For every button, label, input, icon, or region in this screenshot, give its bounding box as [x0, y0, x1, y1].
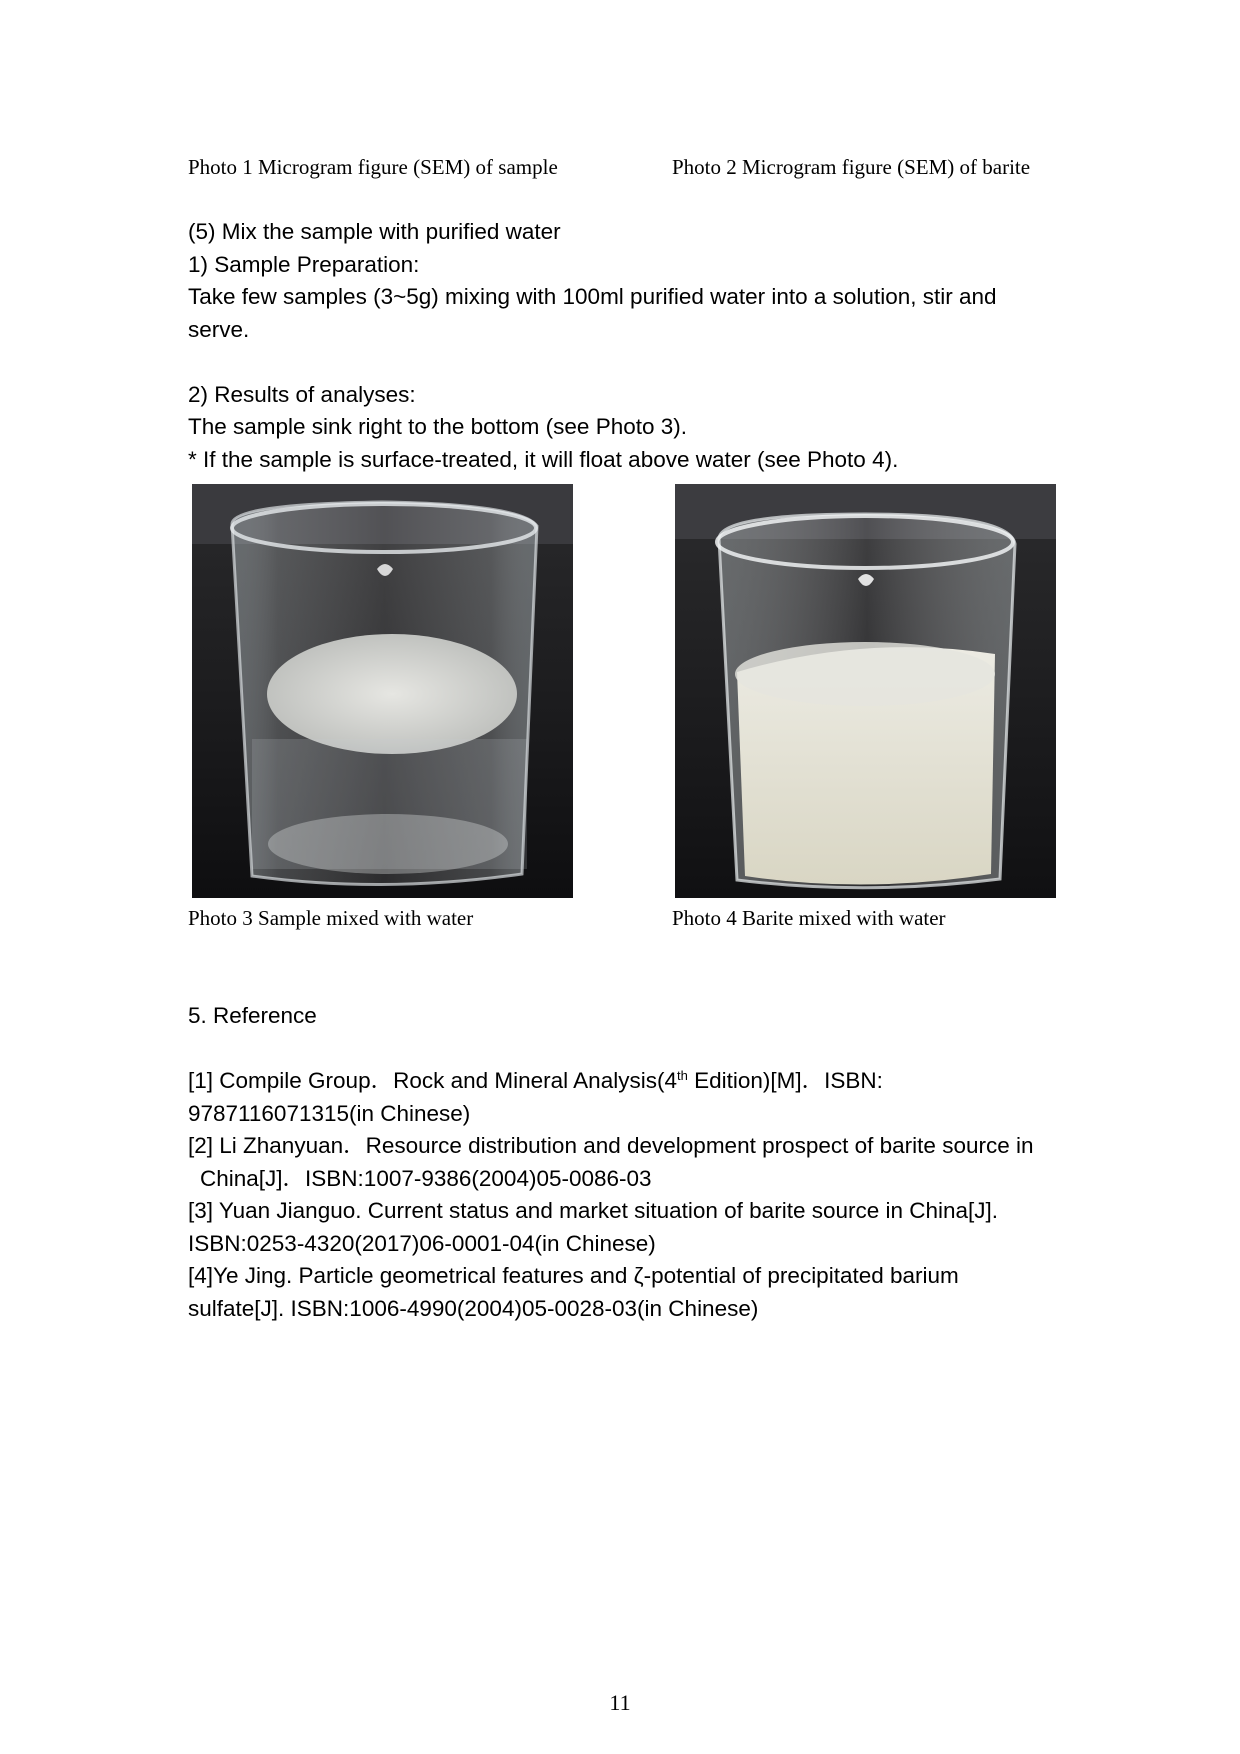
- photo3-image: [192, 484, 573, 898]
- page-number: 11: [609, 1690, 631, 1715]
- sample-preparation-text-cont: serve.: [188, 316, 250, 342]
- results-heading: 2) Results of analyses:: [188, 381, 416, 407]
- reference-1: [188, 1065, 1068, 1098]
- sample-preparation-text: Take few samples (3~5g) mixing with 100ml purified water into a solution, stir and: [188, 284, 997, 309]
- reference-4-line2: sulfate[J]. ISBN:1006-4990(2004)05-0028-03(in Chinese): [188, 1295, 759, 1321]
- section-5: [188, 216, 1068, 476]
- reference-1-text-cont: Edition)[M]．ISBN:: [687, 1068, 883, 1093]
- references-section: [188, 1000, 1068, 1325]
- reference-1-text: [1] Compile Group．Rock and Mineral Analysis(4: [188, 1068, 677, 1093]
- reference-3: [3] Yuan Jianguo. Current status and market situation of barite source in China[J].: [188, 1198, 999, 1223]
- photo4-image: [675, 484, 1056, 898]
- reference-1-line2: 9787116071315(in Chinese): [188, 1100, 471, 1126]
- results-text: The sample sink right to the bottom (see Photo 3).: [188, 414, 687, 439]
- references-heading: 5. Reference: [188, 1003, 317, 1028]
- results-note: * If the sample is surface-treated, it will float above water (see Photo 4).: [188, 446, 899, 472]
- section-5-heading: (5) Mix the sample with purified water: [188, 219, 561, 244]
- photo4-caption: Photo 4 Barite mixed with water: [672, 906, 946, 930]
- reference-4: [4]Ye Jing. Particle geometrical features and ζ-potential of precipitated barium: [188, 1263, 959, 1288]
- reference-2: [2] Li Zhanyuan．Resource distribution and development prospect of barite source in: [188, 1133, 1034, 1158]
- sample-preparation-heading: 1) Sample Preparation:: [188, 251, 420, 277]
- reference-2-line2: China[J]．ISBN:1007-9386(2004)05-0086-03: [200, 1165, 652, 1191]
- photo1-caption: Photo 1 Microgram figure (SEM) of sample: [188, 155, 558, 179]
- reference-3-line2: ISBN:0253-4320(2017)06-0001-04(in Chinese): [188, 1230, 656, 1256]
- reference-1-superscript: th: [676, 1068, 688, 1083]
- photo3-caption: Photo 3 Sample mixed with water: [188, 906, 474, 930]
- photo2-caption: Photo 2 Microgram figure (SEM) of barite: [672, 155, 1031, 179]
